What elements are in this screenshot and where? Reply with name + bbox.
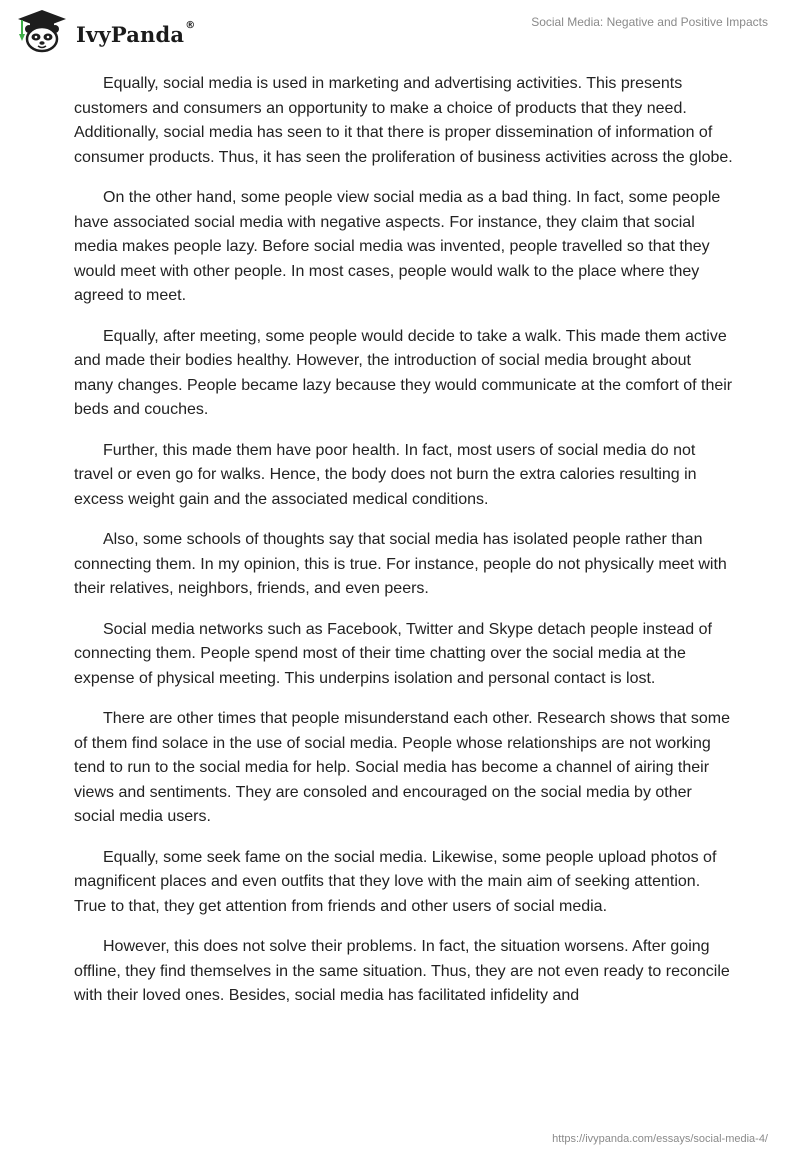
paragraph: Also, some schools of thoughts say that social media has isolated people rather than connecting them. In my opinion, this is true. For instance, people do not physically meet with their relatives, neighbors, friends, and even peers. [74, 531, 727, 597]
brand-name: IvyPanda® [76, 19, 196, 47]
paragraph: Equally, after meeting, some people would decide to take a walk. This made them active and made their bodies healthy. However, the introduction of social media brought about many changes. People became lazy because they would communicate at the comfort of their beds and couches. [74, 327, 733, 418]
paragraph: However, this does not solve their problems. In fact, the situation worsens. After going offline, they find themselves in the same situation. Thus, they are not even ready to reconcile with their loved ones. Besides, social media has facilitated infidelity and [74, 938, 730, 1004]
document-title: Social Media: Negative and Positive Impacts [531, 15, 768, 29]
registered-mark: ® [185, 19, 196, 31]
paragraph: Equally, social media is used in marketing and advertising activities. This presents customers and consumers an opportunity to make a choice of products that they need. Additionally, social media has seen to it that there is proper dissemination of information of consumer products. Thus, it has seen the proliferation of business activities across the globe. [74, 75, 733, 166]
paragraph: Further, this made them have poor health. In fact, most users of social media do not travel or even go for walks. Hence, the body does not burn the extra calories resulting in excess weight gain and the associated medical conditions. [74, 441, 697, 508]
panda-graduate-icon [14, 8, 70, 54]
essay-body [74, 72, 734, 1025]
page-header [0, 0, 800, 60]
paragraph: Social media networks such as Facebook, Twitter and Skype detach people instead of connecting them. People spend most of their time chatting over the social media at the expense of physical meeting. This underpins isolation and personal contact is lost. [74, 620, 712, 687]
paragraph: Equally, some seek fame on the social media. Likewise, some people upload photos of magnificent places and even outfits that they love with the main aim of seeking attention. True to that, they get attention from friends and other users of social media. [74, 848, 717, 915]
paragraph: There are other times that people misunderstand each other. Research shows that some of them find solace in the use of social media. People whose relationships are not working tend to run to the social media for help. Social media has become a channel of airing their views and sentiments. They are consoled and encouraged on the social media by other social media users. [74, 710, 731, 825]
ivypanda-logo[interactable] [14, 8, 195, 54]
source-url[interactable]: https://ivypanda.com/essays/social-media-4/ [552, 1133, 768, 1145]
paragraph: On the other hand, some people view social media as a bad thing. In fact, some people have associated social media with negative aspects. For instance, they claim that social media makes people lazy. Before social media was invented, people travelled so that they would meet with other people. In most cases, people would walk to the place where they agreed to meet. [74, 189, 721, 304]
